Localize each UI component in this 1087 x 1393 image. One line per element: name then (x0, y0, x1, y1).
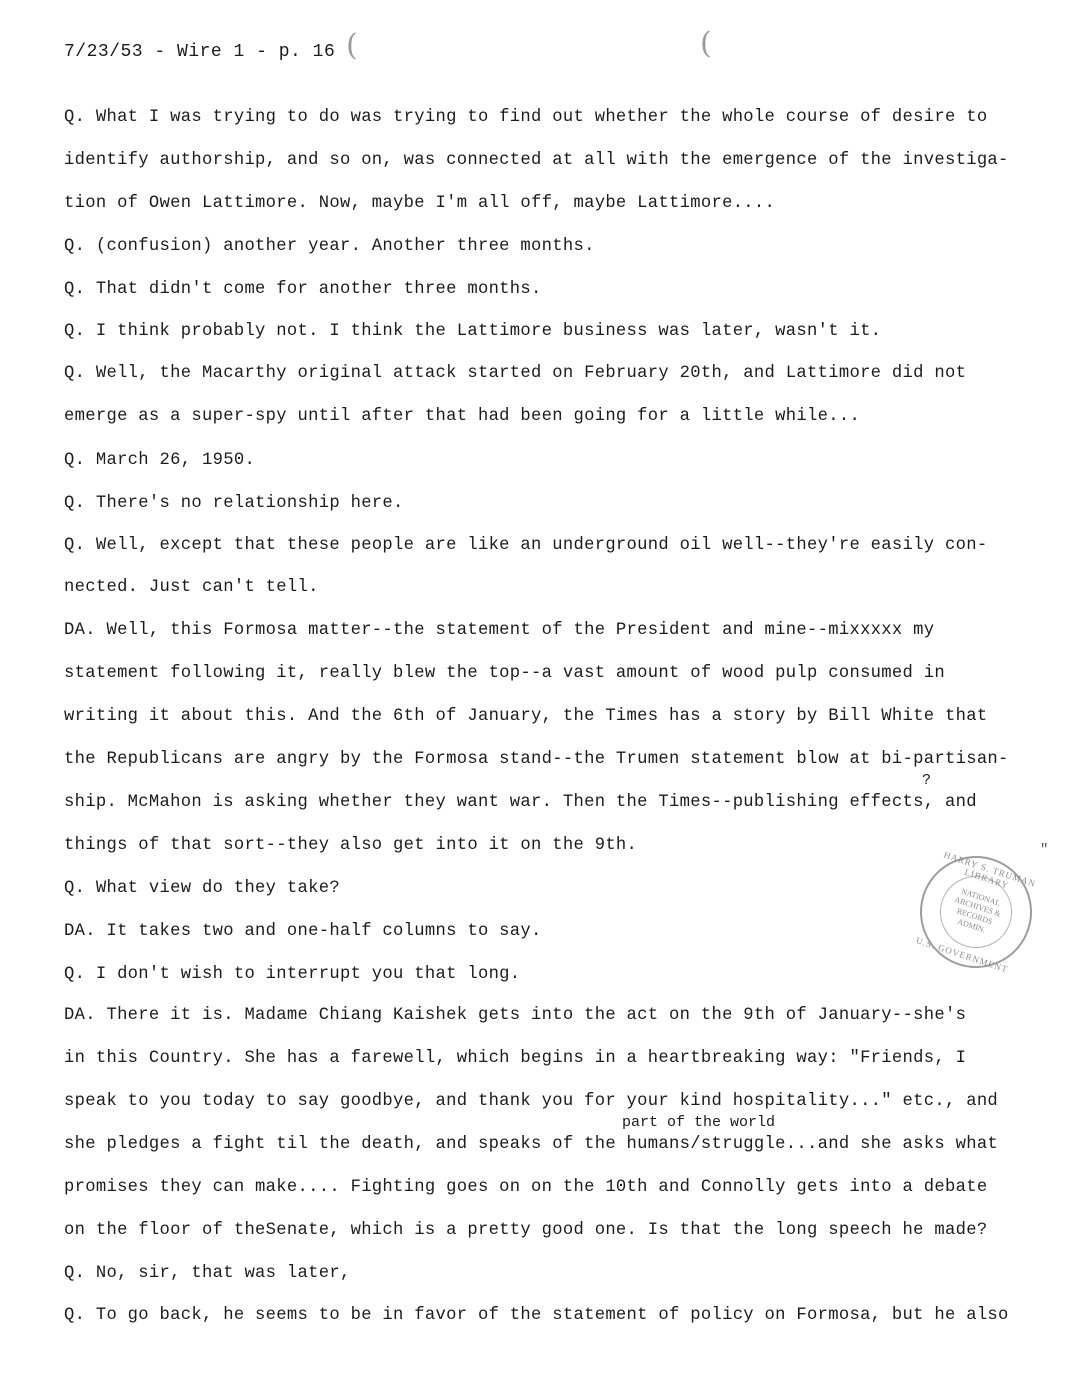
text-line: nected. Just can't tell. (64, 578, 319, 597)
text-line: she pledges a fight til the death, and speaks of the humans/struggle...and she asks what (64, 1135, 999, 1154)
text-line: DA. There it is. Madame Chiang Kaishek gets into the act on the 9th of January--she's (64, 1006, 967, 1025)
page-header: 7/23/53 - Wire 1 - p. 16 (64, 42, 336, 62)
stray-mark: " (1040, 842, 1049, 858)
text-line: Q. (confusion) another year. Another three months. (64, 237, 595, 256)
text-line: identify authorship, and so on, was connected at all with the emergence of the investiga- (64, 151, 1009, 170)
text-line: in this Country. She has a farewell, which begins in a heartbreaking way: "Friends, I (64, 1049, 967, 1068)
text-line: Q. To go back, he seems to be in favor of the statement of policy on Formosa, but he also (64, 1306, 1009, 1325)
text-line: on the floor of theSenate, which is a pretty good one. Is that the long speech he made? (64, 1221, 988, 1240)
text-line: speak to you today to say goodbye, and thank you for your kind hospitality..." etc., and (64, 1092, 999, 1111)
text-line: Q. I think probably not. I think the Lattimore business was later, wasn't it. (64, 322, 882, 341)
text-line: Q. There's no relationship here. (64, 494, 404, 513)
text-line: Q. March 26, 1950. (64, 451, 256, 470)
stamp-top-text: HARRY S. TRUMAN LIBRARY (942, 849, 1038, 891)
typed-insertion: part of the world (622, 1114, 776, 1131)
text-line: tion of Owen Lattimore. Now, maybe I'm all off, maybe Lattimore.... (64, 194, 776, 213)
text-line: the Republicans are angry by the Formosa stand--the Trumen statement blow at bi-partisan- (64, 750, 1009, 769)
text-line: DA. Well, this Formosa matter--the statement of the President and mine--mixxxxx my (64, 621, 935, 640)
text-line: promises they can make.... Fighting goes on on the 10th and Connolly gets into a debate (64, 1178, 988, 1197)
library-stamp (905, 841, 1049, 982)
text-line: Q. What I was trying to do was trying to find out whether the whole course of desire to (64, 108, 988, 127)
stamp-bottom-text: U.S. GOVERNMENT (914, 935, 1010, 975)
text-line: Q. Well, the Macarthy original attack started on February 20th, and Lattimore did not (64, 364, 967, 383)
text-line: ship. McMahon is asking whether they want war. Then the Times--publishing effects, and (64, 793, 977, 812)
text-line: writing it about this. And the 6th of January, the Times has a story by Bill White that (64, 707, 988, 726)
margin-mark-left: ( (346, 28, 358, 63)
text-line: things of that sort--they also get into it on the 9th. (64, 836, 638, 855)
handwritten-question-mark: ? (922, 772, 932, 789)
text-line: Q. What view do they take? (64, 879, 340, 898)
text-line: DA. It takes two and one-half columns to say. (64, 922, 542, 941)
text-line: Q. No, sir, that was later, (64, 1264, 351, 1283)
text-line: Q. That didn't come for another three months. (64, 280, 542, 299)
stamp-center-text: NATIONAL ARCHIVES & RECORDS ADMIN. (931, 867, 1022, 958)
text-line: emerge as a super-spy until after that had been going for a little while... (64, 407, 861, 426)
margin-mark-right: ( (700, 26, 712, 61)
text-line: statement following it, really blew the top--a vast amount of wood pulp consumed in (64, 664, 945, 683)
text-line: Q. I don't wish to interrupt you that long. (64, 965, 521, 984)
text-line: Q. Well, except that these people are like an underground oil well--they're easily con- (64, 536, 988, 555)
